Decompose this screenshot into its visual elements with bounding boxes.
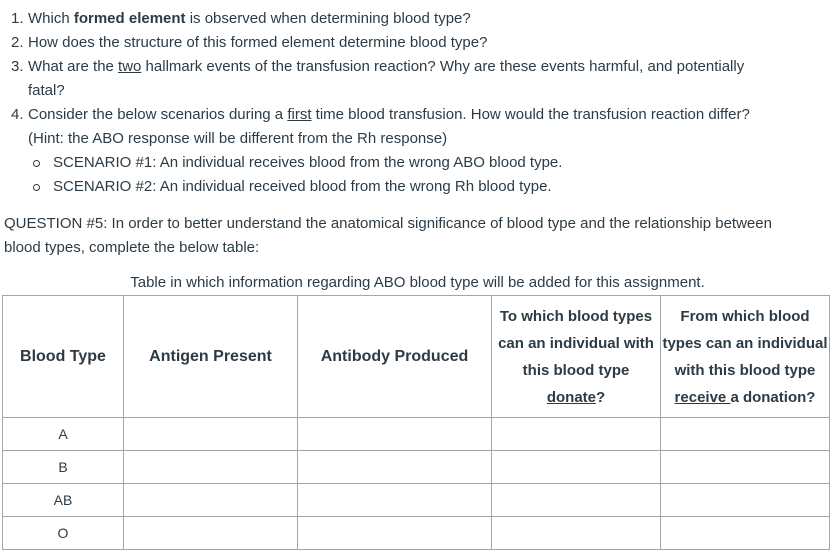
table-row <box>3 418 830 451</box>
antibody-cell[interactable] <box>298 517 492 550</box>
question-number: 3. <box>11 58 24 75</box>
question-1: 1. Which formed element is observed when determining blood type? <box>0 7 835 31</box>
header-antibody-produced: Antibody Produced <box>298 296 492 418</box>
antibody-cell[interactable] <box>298 484 492 517</box>
receive-cell[interactable] <box>661 517 830 550</box>
question-number: 2. <box>11 34 24 51</box>
emphasis-text: formed element <box>73 10 186 27</box>
table-row <box>3 517 830 550</box>
blood-type-cell: A <box>3 418 124 451</box>
scenario-1: SCENARIO #1: An individual receives blood from the wrong ABO blood type. <box>0 151 835 175</box>
question-3: 3. What are the two hallmark events of the transfusion reaction? Why are these events harmful, and potentially fatal? <box>0 55 835 103</box>
receive-cell[interactable] <box>661 484 830 517</box>
donate-cell[interactable] <box>492 451 661 484</box>
bullet-icon <box>33 184 40 191</box>
question-number: 4. <box>11 106 24 123</box>
blood-type-cell: AB <box>3 484 124 517</box>
blood-type-cell: B <box>3 451 124 484</box>
header-receive: From which blood types can an individual with this blood type receive a donation? <box>661 296 830 418</box>
antigen-cell[interactable] <box>124 418 298 451</box>
table-row <box>3 451 830 484</box>
question-4: 4. Consider the below scenarios during a first time blood transfusion. How would the transfusion reaction differ? (Hint: the ABO response will be different from the Rh response) <box>0 103 835 151</box>
blood-type-cell: O <box>3 517 124 550</box>
underlined-text: first <box>287 106 312 123</box>
question-number: 1. <box>11 10 24 27</box>
donate-cell[interactable] <box>492 484 661 517</box>
receive-cell[interactable] <box>661 418 830 451</box>
antigen-cell[interactable] <box>124 484 298 517</box>
antibody-cell[interactable] <box>298 451 492 484</box>
donate-cell[interactable] <box>492 418 661 451</box>
underlined-text: two <box>118 58 142 75</box>
blood-type-table <box>2 295 830 550</box>
antibody-cell[interactable] <box>298 418 492 451</box>
header-blood-type: Blood Type <box>3 296 124 418</box>
question-2: 2. How does the structure of this formed element determine blood type? <box>0 31 835 55</box>
bullet-icon <box>33 160 40 167</box>
receive-cell[interactable] <box>661 451 830 484</box>
donate-cell[interactable] <box>492 517 661 550</box>
question-list <box>0 7 835 151</box>
table-caption: Table in which information regarding ABO blood type will be added for this assignment. <box>130 274 705 291</box>
header-antigen-present: Antigen Present <box>124 296 298 418</box>
question-5: QUESTION #5: In order to better understand the anatomical significance of blood type and the relationship between blood types, complete the below table: <box>4 215 772 256</box>
table-row <box>3 484 830 517</box>
scenario-2: SCENARIO #2: An individual received blood from the wrong Rh blood type. <box>0 175 835 199</box>
table-header-row <box>3 296 830 418</box>
antigen-cell[interactable] <box>124 451 298 484</box>
antigen-cell[interactable] <box>124 517 298 550</box>
scenario-list <box>0 151 835 199</box>
header-donate: To which blood types can an individual with this blood type donate? <box>492 296 661 418</box>
